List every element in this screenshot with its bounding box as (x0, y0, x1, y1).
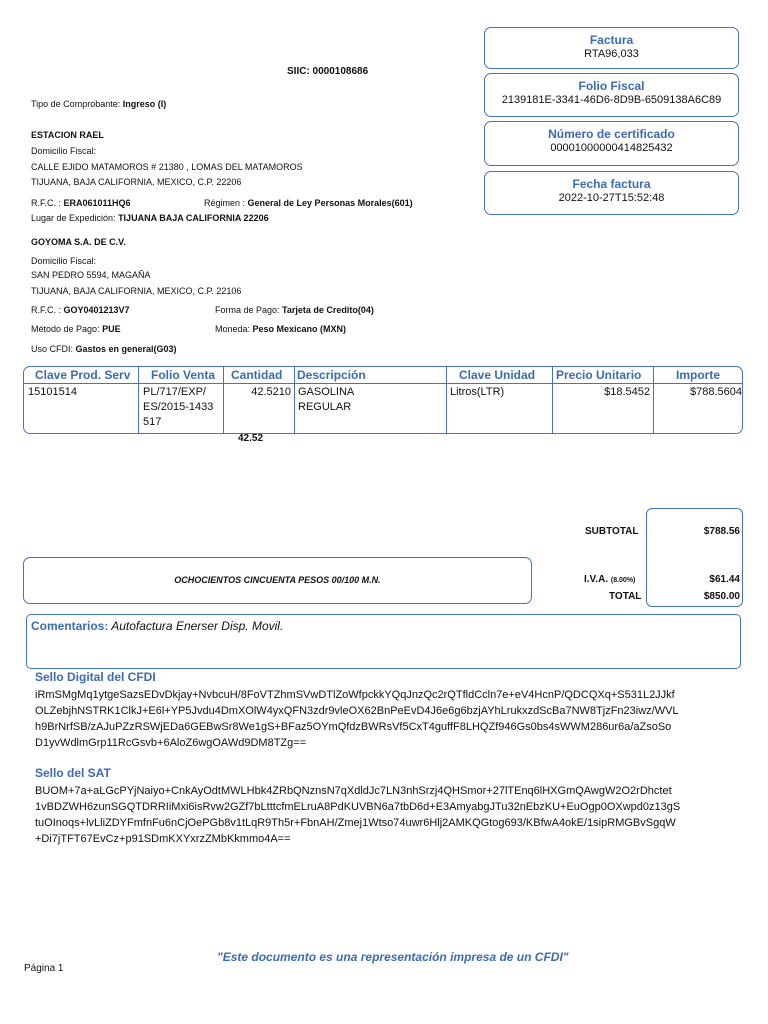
table-col-divider (446, 367, 447, 433)
emisor-rfc-label: R.F.C. : (31, 198, 64, 208)
fecha-label: Fecha factura (572, 177, 651, 191)
col-header-unidad: Clave Unidad (459, 368, 536, 382)
iva-rate: (8.00%) (610, 577, 636, 584)
total-value: $850.00 (703, 591, 740, 602)
sello-cfdi-text: iRmSMgMq1ytgeSazsEDvDkjay+NvbcuH/8FoVTZhmSVwDTlZoWfpckkYQqJnzQc2rQTfldCcln7e+eV4HcnP/QDCQXq+S531L2JJkf OLZebjhNSTRK1ClkJ+E6l+YP5Jvdu4DmXOlW4yxQFN3zdr9vleOX62BnPeEvD4J6e6g6bzjAYhLrukxzdScBa7NW8TjzFn23iwz/WVL h9BrNrfSB/zAJuPZzRSWjEDa6GEBwSr8We1gS+BFaz5OYmQfdzBWRsVf5CxT4guffF8LHQZf946Gs0bs4sWWM286ur6a/aZsoSo D1yvWdlmGrp11RcGsvb+6AloZ6wgOAWd9DM8TZg== (35, 689, 679, 749)
factura-label: Factura (589, 33, 634, 47)
emisor-name: ESTACION RAEL (31, 130, 104, 140)
uso-cfdi (31, 344, 177, 354)
forma-pago (215, 305, 374, 315)
amount-words-box (23, 557, 532, 604)
folio-fiscal-label: Folio Fiscal (578, 79, 645, 93)
tipo-comprobante-label: Tipo de Comprobante: (31, 99, 123, 109)
lugar-expedicion-label: Lugar de Expedición: (31, 213, 119, 223)
forma-pago-value: Tarjeta de Credito(04) (282, 305, 374, 315)
fecha-box (484, 171, 739, 215)
factura-value: RTA96,033 (584, 48, 639, 60)
receptor-rfc (31, 305, 130, 315)
moneda-value: Peso Mexicano (MXN) (252, 324, 347, 334)
emisor-rfc-value: ERA061011HQ6 (63, 198, 131, 208)
comments-label: Comentarios: (31, 619, 109, 633)
sello-cfdi-title: Sello Digital del CFDI (35, 670, 156, 684)
moneda-label: Moneda: (215, 324, 253, 334)
receptor-name: GOYOMA S.A. DE C.V. (31, 237, 126, 247)
table-header-divider (24, 383, 742, 384)
table-col-divider (552, 367, 553, 433)
subtotal-value: $788.56 (703, 526, 740, 537)
iva-value: $61.44 (709, 574, 740, 585)
emisor-domicilio-label: Domicilio Fiscal: (31, 146, 97, 156)
receptor-address-2: TIJUANA, BAJA CALIFORNIA, MEXICO, C.P. 22106 (31, 286, 242, 296)
cell-unidad: Litros(LTR) (450, 386, 505, 398)
sello-sat-text: BUOM+7a+aLGcPYjNaiyo+CnkAyOdtMWLHbk4ZRbQNznsN7qXdldJc7LN3nhSrzj4QHSmor+27lTEnq6lHXGmQAwgW2O2rDhctet 1vBDZWH6zunSGQTDRRIiMxi6isRvw2GZf7bLtttcfmELruA8PdKUVBN6a7tbD6d+E3AmyabgJTu32nEbzKU+EuOgp0OXwpd0z13gS tuOInoqs+lvLliZDYFmfnFu6nCjOePGb8v1tLqR9Th5r+FbnAH/Zmej1Wtso74uwr6Hlj2AMKQGtog693/KBfwA4okE/1sipRMGBvSgqW +Di7jTFT67EvCz+p91SDmKXYxrzZMbKkmmo4A== (35, 785, 681, 845)
emisor-rfc (31, 198, 131, 208)
receptor-rfc-value: GOY0401213V7 (63, 305, 130, 315)
col-header-descripcion: Descripción (297, 368, 366, 382)
certificado-value: 00001000000414825432 (550, 142, 673, 154)
emisor-address-1: CALLE EJIDO MATAMOROS # 21380 , LOMAS DEL MATAMOROS (31, 162, 303, 172)
siic-number: SIIC: 0000108686 (287, 66, 369, 77)
metodo-pago-label: Método de Pago: (31, 324, 103, 334)
moneda (215, 324, 346, 334)
uso-cfdi-label: Uso CFDI: (31, 344, 76, 354)
cell-descripcion: GASOLINA REGULAR (298, 386, 355, 413)
emisor-regimen-value: General de Ley Personas Morales(601) (247, 198, 413, 208)
total-cantidad: 42.52 (238, 433, 264, 444)
lugar-expedicion (31, 213, 269, 223)
table-col-divider (223, 367, 224, 433)
receptor-address-1: SAN PEDRO 5594, MAGAÑA (31, 270, 151, 280)
forma-pago-label: Forma de Pago: (215, 305, 283, 315)
tipo-comprobante-value: Ingreso (I) (122, 99, 167, 109)
receptor-domicilio-label: Domicilio Fiscal: (31, 256, 97, 266)
table-col-divider (653, 367, 654, 433)
tipo-comprobante (31, 99, 166, 109)
comments (31, 619, 283, 633)
col-header-clave: Clave Prod. Serv (35, 368, 131, 382)
certificado-label: Número de certificado (548, 127, 675, 141)
folio-fiscal-value: 2139181E-3341-46D6-8D9B-6509138A6C89 (501, 94, 722, 106)
col-header-folio: Folio Venta (151, 368, 216, 382)
emisor-regimen-label: Régimen : (204, 198, 248, 208)
fecha-value: 2022-10-27T15:52:48 (558, 192, 665, 204)
items-table (23, 366, 743, 434)
col-header-importe: Importe (676, 368, 721, 382)
amount-words: OCHOCIENTOS CINCUENTA PESOS 00/100 M.N. (174, 575, 381, 585)
lugar-expedicion-value: TIJUANA BAJA CALIFORNIA 22206 (118, 213, 269, 223)
factura-box (484, 27, 739, 69)
subtotal-label: SUBTOTAL (585, 526, 639, 537)
comments-box (26, 614, 741, 669)
iva-label-text: I.V.A. (584, 574, 609, 585)
total-label: TOTAL (609, 591, 642, 602)
cfdi-note: "Este documento es una representación impresa de un CFDI" (217, 950, 569, 964)
emisor-address-2: TIJUANA, BAJA CALIFORNIA, MEXICO, C.P. 22206 (31, 177, 242, 187)
cell-precio: $18.5452 (604, 386, 650, 398)
sello-sat-title: Sello del SAT (35, 766, 111, 780)
table-col-divider (294, 367, 295, 433)
metodo-pago (31, 324, 121, 334)
comments-value: Autofactura Enerser Disp. Movil. (108, 619, 284, 633)
folio-fiscal-box (484, 73, 739, 117)
page-number: Página 1 (24, 963, 64, 974)
iva-label (584, 574, 635, 585)
table-col-divider (138, 367, 139, 433)
cell-cantidad: 42.5210 (251, 386, 291, 398)
cell-clave: 15101514 (28, 386, 77, 398)
uso-cfdi-value: Gastos en general(G03) (75, 344, 177, 354)
metodo-pago-value: PUE (102, 324, 121, 334)
certificado-box (484, 121, 739, 166)
emisor-regimen (204, 198, 413, 208)
receptor-rfc-label: R.F.C. : (31, 305, 64, 315)
cell-folio: PL/717/EXP/ ES/2015-1433 517 (143, 386, 214, 428)
col-header-cantidad: Cantidad (231, 368, 283, 382)
col-header-precio: Precio Unitario (556, 368, 642, 382)
cell-importe: $788.5604 (690, 386, 742, 398)
